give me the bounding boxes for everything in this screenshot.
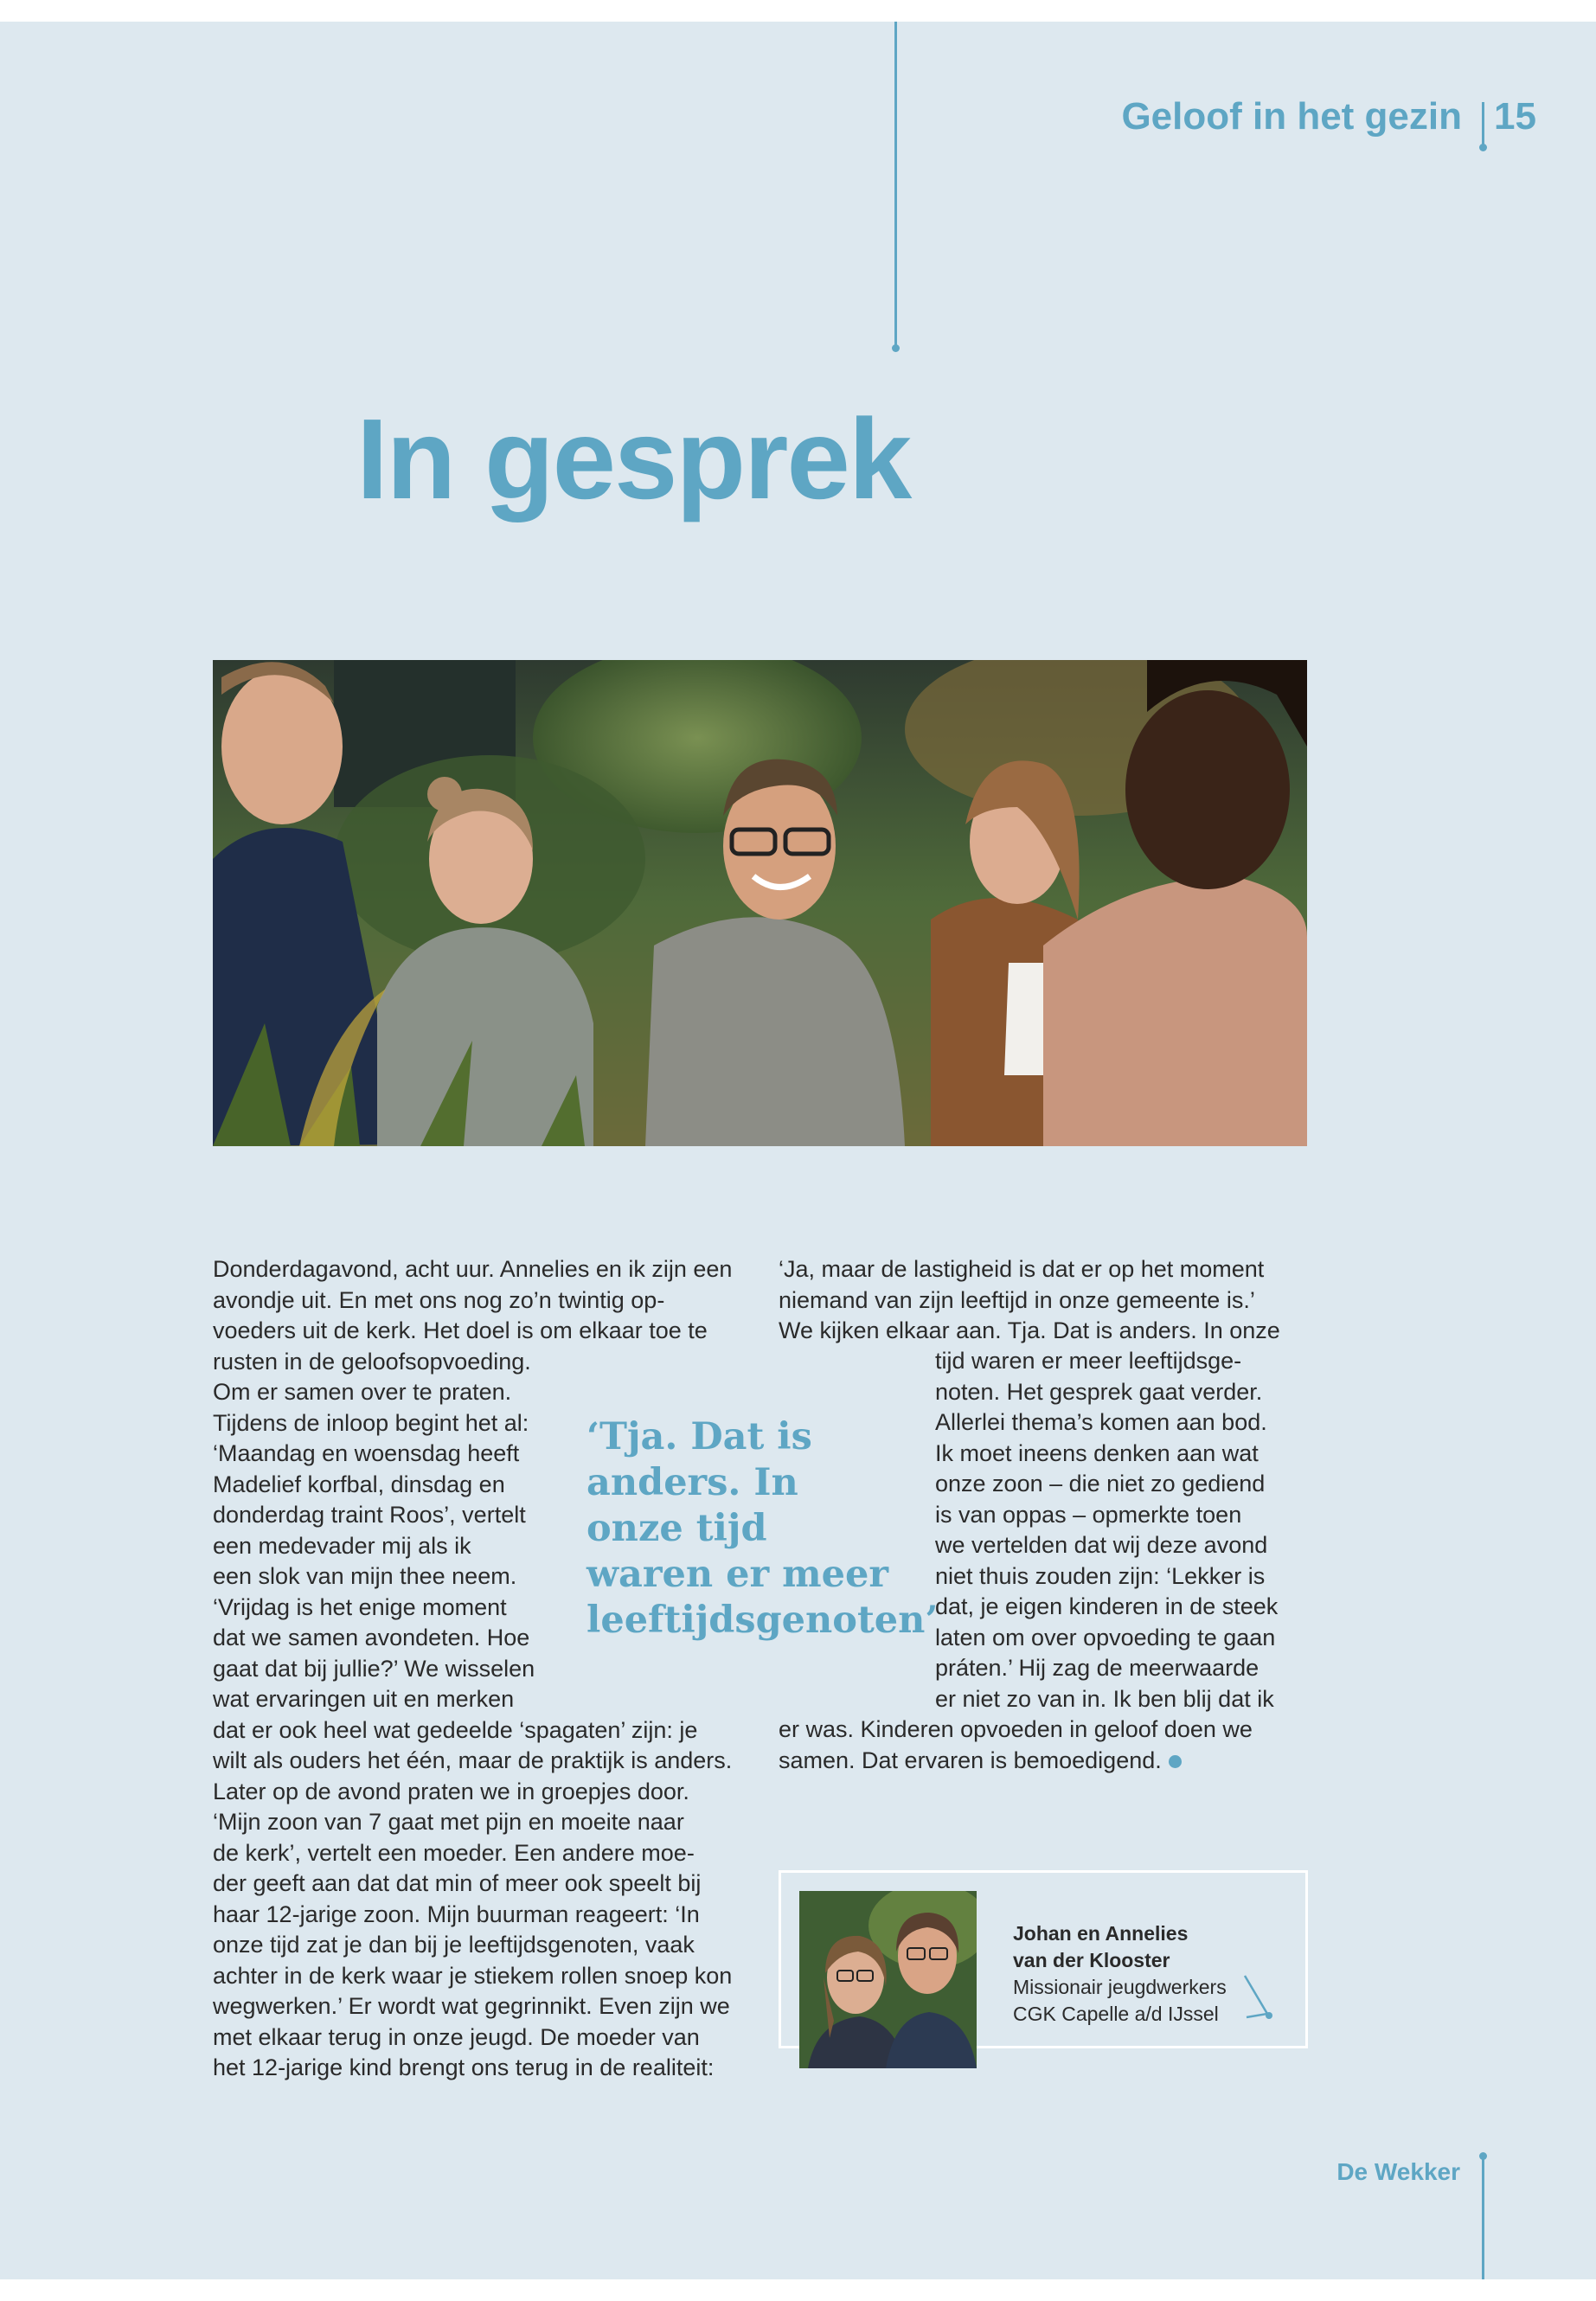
text-line: ‘Mijn zoon van 7 gaat met pijn en moeite naar xyxy=(213,1809,684,1835)
text-line: niemand van zijn leeftijd in onze gemeente is.’ xyxy=(779,1286,1255,1313)
text-line: haar 12-jarige zoon. Mijn buurman reageert: ‘In xyxy=(213,1900,700,1927)
text-line: We kijken elkaar aan. Tja. Dat is anders. In onze xyxy=(779,1317,1280,1343)
text-line: de kerk’, vertelt een moeder. Een andere moe- xyxy=(213,1839,695,1866)
magazine-page xyxy=(0,22,1596,2279)
author-role-line1: Missionair jeugdwerkers xyxy=(1013,1976,1227,1998)
author-name-line1: Johan en Annelies xyxy=(1013,1922,1189,1945)
article-headline: In gesprek xyxy=(356,395,911,522)
article-column-right-indented xyxy=(935,1346,1278,1715)
end-of-article-dot-icon xyxy=(1169,1755,1182,1768)
group-conversation-photo xyxy=(213,660,1307,1146)
section-title: Geloof in het gezin xyxy=(1121,95,1462,138)
text-line: met elkaar terug in onze jeugd. De moeder van xyxy=(213,2023,700,2050)
text-line: ‘Tja. Dat is xyxy=(586,1415,812,1458)
text-line: samen. Dat ervaren is bemoedigend. xyxy=(779,1746,1253,1777)
text-line: tijd waren er meer leeftijdsge- xyxy=(935,1348,1242,1374)
text-line: wat ervaringen uit en merken xyxy=(213,1686,515,1712)
text-line: ‘Vrijdag is het enige moment xyxy=(213,1593,507,1620)
text-line: er was. Kinderen opvoeden in geloof doen we xyxy=(779,1716,1253,1742)
text-line: onze tijd xyxy=(586,1507,767,1550)
text-line: het 12-jarige kind brengt ons terug in de realiteit: xyxy=(213,2054,715,2080)
text-line: er niet zo van in. Ik ben blij dat ik xyxy=(935,1685,1274,1712)
text-line: der geeft aan dat dat min of meer ook speelt bij xyxy=(213,1870,702,1896)
text-line: dat we samen avondeten. Hoe xyxy=(213,1625,530,1650)
author-role xyxy=(1013,1974,1227,2028)
article-column-right-top xyxy=(779,1254,1280,1347)
text-line: Ik moet ineens denken aan wat xyxy=(935,1439,1259,1466)
page-number-separator xyxy=(1482,102,1484,147)
text-line: wegwerken.’ Er wordt wat gegrinnikt. Even zijn we xyxy=(213,1993,730,2019)
text-line: dat er ook heel wat gedeelde ‘spagaten’ zijn: je xyxy=(213,1716,698,1743)
text-line: Tijdens de inloop begint het al: xyxy=(213,1409,529,1436)
text-line: Later op de avond praten we in groepjes door. xyxy=(213,1778,689,1804)
top-divider-line xyxy=(894,22,897,347)
text-line: dat, je eigen kinderen in de steek xyxy=(935,1593,1279,1619)
author-photo xyxy=(799,1891,977,2068)
decorative-arrow-icon xyxy=(1241,1972,1276,2024)
author-box xyxy=(779,1870,1308,2048)
text-line: avondje uit. En met ons nog zo’n twintig op- xyxy=(213,1286,665,1313)
bottom-divider-line xyxy=(1482,2157,1484,2279)
article-column-left xyxy=(213,1254,732,2084)
author-name xyxy=(1013,1920,1188,1974)
text-line: rusten in de geloofsopvoeding. xyxy=(213,1348,531,1375)
pull-quote xyxy=(586,1414,938,1644)
text-line: onze zoon – die niet zo gediend xyxy=(935,1471,1266,1497)
magazine-name: De Wekker xyxy=(1336,2158,1460,2185)
article-column-right-bottom xyxy=(779,1715,1253,1776)
text-line: waren er meer xyxy=(586,1553,888,1596)
text-line: donderdag traint Roos’, vertelt xyxy=(213,1502,526,1528)
text-line: onze tijd zat je dan bij je leeftijdsgenoten, vaak xyxy=(213,1932,695,1958)
text-line: wilt als ouders het één, maar de praktijk is anders. xyxy=(213,1747,733,1773)
text-line: gaat dat bij jullie?’ We wisselen xyxy=(213,1655,535,1682)
text-line: ‘Maandag en woensdag heeft xyxy=(213,1440,520,1466)
text-line: noten. Het gesprek gaat verder. xyxy=(935,1378,1263,1405)
text-line: anders. In xyxy=(586,1461,798,1504)
page-number: 15 xyxy=(1494,95,1536,138)
author-role-line2: CGK Capelle a/d IJssel xyxy=(1013,2003,1219,2025)
text-line: leeftijdsgenoten’ xyxy=(586,1599,939,1642)
text-line: práten.’ Hij zag de meerwaarde xyxy=(935,1655,1259,1681)
text-line: Om er samen over te praten. xyxy=(213,1379,512,1405)
text-line: achter in de kerk waar je stiekem rollen snoep kon xyxy=(213,1962,733,1989)
text-line: voeders uit de kerk. Het doel is om elkaar toe te xyxy=(213,1317,708,1343)
text-line: Allerlei thema’s komen aan bod. xyxy=(935,1409,1267,1435)
text-line: laten om over opvoeding te gaan xyxy=(935,1624,1276,1650)
text-line: niet thuis zouden zijn: ‘Lekker is xyxy=(935,1562,1266,1589)
author-name-line2: van der Klooster xyxy=(1013,1949,1170,1971)
text-line: Madelief korfbal, dinsdag en xyxy=(213,1471,505,1497)
text-line: ‘Ja, maar de lastigheid is dat er op het moment xyxy=(779,1256,1265,1282)
text-line: een medevader mij als ik xyxy=(213,1532,471,1559)
text-line: een slok van mijn thee neem. xyxy=(213,1563,517,1589)
text-line: Donderdagavond, acht uur. Annelies en ik zijn een xyxy=(213,1256,733,1282)
text-line: we vertelden dat wij deze avond xyxy=(935,1532,1268,1558)
text-line: is van oppas – opmerkte toen xyxy=(935,1501,1242,1528)
